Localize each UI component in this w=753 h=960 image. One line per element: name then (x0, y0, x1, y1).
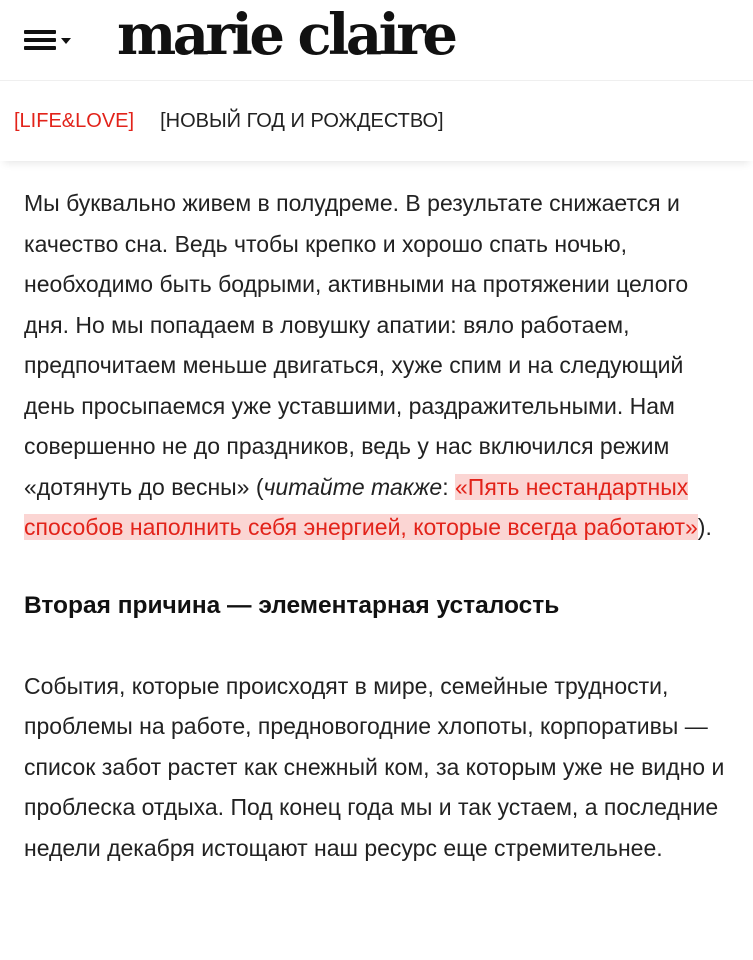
related-article-link[interactable]: «Пять нестандартных способов наполнить себя энергией, которые всегда работают» (24, 473, 698, 540)
breadcrumb (0, 80, 753, 161)
colon-text: : (442, 473, 456, 500)
see-also-label: читайте также (263, 473, 443, 500)
breadcrumb-category-link[interactable]: [LIFE&LOVE] (14, 109, 135, 132)
article-paragraph: События, которые происходят в мире, семейные трудности, проблемы на работе, предновогодние хлопоты, корпоративы — список забот растет как снежный ком, за которым уже не видно и проблеска отдыха. Под конец года мы и так устаем, а последние недели декабря истощают наш ресурс еще стремительнее. (24, 672, 725, 861)
paragraph-text: Мы буквально живем в полудреме. В результате снижается и качество сна. Ведь чтобы крепко и хорошо спать ночью, необходимо быть бодрыми, активными на протяжении целого дня. Но мы попадаем в ловушку апатии: вяло работаем, предпочитаем меньше двигаться, хуже спим и на следующий день просыпаемся уже уставшими, раздражительными. Нам совершенно не до праздников, ведь у нас включился режим «дотянуть до весны» ( (24, 190, 689, 500)
article-paragraph (24, 183, 729, 548)
chevron-down-icon (61, 38, 71, 44)
paragraph-end-text: ). (697, 514, 712, 540)
site-logo[interactable]: marie claire (117, 2, 455, 68)
article-body (0, 161, 753, 868)
breadcrumb-topic-link[interactable]: [НОВЫЙ ГОД И РОЖДЕСТВО] (160, 109, 444, 132)
menu-button[interactable] (24, 30, 71, 50)
hamburger-menu-icon (24, 30, 56, 50)
site-header (0, 0, 753, 80)
section-heading: Вторая причина — элементарная усталость (24, 591, 560, 619)
